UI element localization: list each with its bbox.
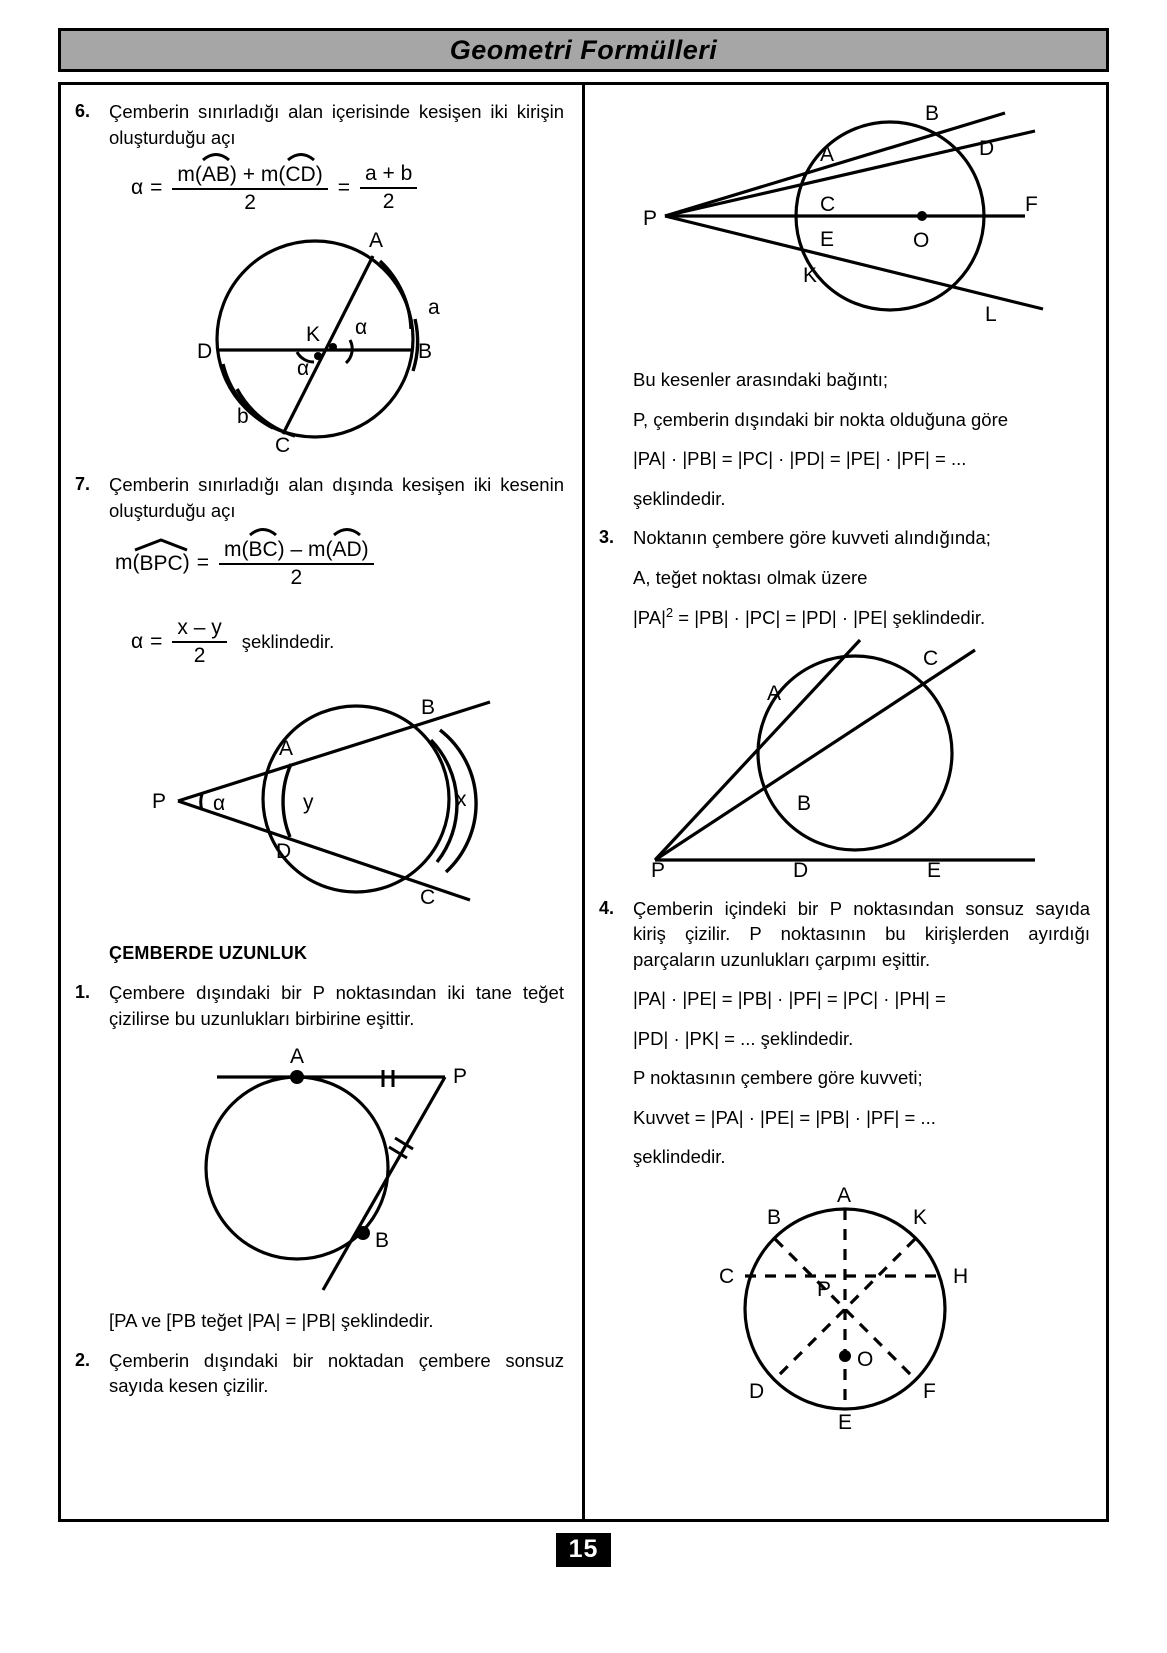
m-close: ) <box>361 538 369 562</box>
arc-BC <box>248 535 277 562</box>
label-P: P <box>642 207 657 230</box>
m-close: ) <box>182 550 190 574</box>
label-P: P <box>650 858 665 882</box>
page-header <box>58 28 1109 72</box>
page-footer <box>50 1533 1117 1567</box>
fraction-numerator: x – y <box>177 616 222 640</box>
item4-line-2: |PD| · |PK| = ... şeklindedir. <box>633 1027 854 1049</box>
item3-line2: A, teğet noktası olmak üzere <box>633 566 868 588</box>
label-H: H <box>952 1264 968 1288</box>
label-A: A <box>766 681 781 705</box>
fraction-numerator <box>219 535 374 563</box>
arc-mark-x <box>431 740 457 862</box>
formula-tail: şeklindedir. <box>241 631 335 653</box>
angle-BPC <box>140 549 183 576</box>
fraction-denominator: 2 <box>172 641 226 668</box>
label-E: E <box>819 228 834 251</box>
m-close: ) <box>315 163 323 187</box>
equals-sign: = <box>150 175 163 199</box>
item3-formula <box>633 604 1090 631</box>
label-y: y <box>302 791 313 815</box>
secant-relation-line-1: Bu kesenler arasındaki bağıntı; <box>633 369 889 390</box>
arc-icon <box>201 151 231 161</box>
right-column <box>585 85 1106 1519</box>
tangency-point-B <box>356 1226 370 1240</box>
minus-sep: ) – m( <box>277 538 333 562</box>
vertex-dot-K2 <box>314 352 322 360</box>
label-alpha-2: α <box>296 357 309 381</box>
page-number: 15 <box>556 1533 612 1567</box>
circle-shape <box>263 706 449 892</box>
label-A: A <box>278 737 293 761</box>
item4-line-1: |PA| · |PE| = |PB| · |PF| = |PC| · |PH| = <box>633 988 946 1010</box>
arc-label: AD <box>332 538 362 562</box>
arc-label: BC <box>248 538 278 562</box>
label-B: B <box>374 1229 389 1253</box>
item-number: 7. <box>75 474 91 495</box>
exponent-2: 2 <box>665 605 674 621</box>
label-b: b <box>236 405 249 429</box>
label-K: K <box>912 1205 927 1229</box>
equals-sign: = <box>196 550 209 574</box>
m-open: m( <box>115 550 140 574</box>
list-item-4 <box>599 896 1090 973</box>
arc-icon <box>286 151 316 161</box>
item-number: 6. <box>75 101 91 121</box>
fraction-arcs <box>172 160 327 215</box>
fraction-numerator <box>172 160 327 188</box>
figure-tangent-secant <box>599 645 1090 880</box>
left-column <box>61 85 582 1519</box>
arc-label: AB <box>201 163 230 187</box>
tangent-secant-svg <box>645 645 1045 880</box>
arc-label: CD <box>285 163 316 187</box>
figure-interior-chords <box>599 1184 1090 1434</box>
plus-sep: ) + m( <box>229 163 286 187</box>
fraction-denominator: 2 <box>172 188 327 215</box>
two-secants-svg <box>140 682 500 917</box>
secant-relation-line-2: P, çemberin dışındaki bir nokta olduğuna göre <box>633 408 1009 430</box>
alpha-symbol: α <box>131 175 144 199</box>
label-O: O <box>912 229 929 252</box>
label-B: B <box>766 1205 781 1229</box>
fraction-ab <box>360 162 417 214</box>
label-A: A <box>368 229 383 253</box>
secant-PKL <box>665 216 1043 309</box>
label-P: P <box>452 1065 467 1089</box>
label-D: D <box>748 1379 764 1403</box>
list-item-3 <box>599 525 1090 551</box>
formula-item7 <box>115 535 564 590</box>
interior-chords-svg <box>705 1184 985 1434</box>
item-number: 3. <box>599 527 615 548</box>
label-C: C <box>718 1264 734 1288</box>
fraction-denominator: 2 <box>219 563 374 590</box>
page-title: Geometri Formülleri <box>449 34 718 65</box>
many-secants-svg <box>635 99 1055 339</box>
arc-CD <box>285 160 315 187</box>
formula-item6 <box>131 160 564 215</box>
m-open: m( <box>223 538 249 562</box>
angle-arc-alpha <box>200 794 201 810</box>
item1-caption: [PA ve [PB teğet |PA| = |PB| şeklindedir. <box>109 1310 434 1332</box>
chord-AC <box>283 256 373 434</box>
arc-icon <box>248 526 278 536</box>
label-P: P <box>151 790 166 814</box>
list-item-7 <box>75 472 564 523</box>
item4-line-3: P noktasının çembere göre kuvveti; <box>633 1067 923 1089</box>
item-text: Çembere dışındaki bir P noktasından iki tane teğet çizilirse bu uzunlukları birbirine eşittir. <box>109 982 564 1029</box>
vertex-dot-K <box>329 343 337 351</box>
list-item-2 <box>75 1348 564 1399</box>
label-E: E <box>837 1410 852 1434</box>
equals-sign: = <box>150 630 163 654</box>
label-D: D <box>275 840 291 864</box>
label-B: B <box>420 696 435 720</box>
center-point-O <box>917 211 927 221</box>
item-text: Noktanın çembere göre kuvveti alındığında; <box>633 527 991 549</box>
label-L: L <box>984 303 997 326</box>
label-D: D <box>196 340 212 364</box>
figure-intersecting-chords <box>75 219 564 458</box>
m-open: m( <box>177 163 202 187</box>
label-x: x <box>455 788 466 812</box>
angle-hat-icon <box>133 539 189 551</box>
label-A: A <box>836 1183 851 1207</box>
list-item-6 <box>75 99 564 150</box>
formula-rest: = |PB| · |PC| = |PD| · |PE| şeklindedir. <box>678 607 986 629</box>
label-B: B <box>796 791 811 815</box>
label-K: K <box>305 323 320 347</box>
fraction-denominator: 2 <box>360 187 417 214</box>
item4-line-4: Kuvvet = |PA| · |PE| = |PB| · |PF| = ... <box>633 1106 936 1128</box>
intersecting-chords-svg <box>175 219 465 458</box>
tangency-point-A <box>290 1070 304 1084</box>
item-text: Çemberin dışındaki bir noktadan çembere sonsuz sayıda kesen çizilir. <box>109 1349 564 1397</box>
label-D: D <box>792 858 808 882</box>
arc-AB <box>202 160 230 187</box>
fraction-numerator: a + b <box>364 161 413 185</box>
two-tangents-svg <box>155 1041 485 1296</box>
item-text: Çemberin sınırladığı alan dışında kesişen iki kesenin oluşturduğu açı <box>109 474 564 521</box>
figure-many-secants <box>599 99 1090 339</box>
angle-label: BPC <box>139 552 183 576</box>
fraction-xy <box>172 616 226 668</box>
label-P: P <box>816 1277 831 1301</box>
label-alpha-1: α <box>354 316 367 340</box>
secant-relation-line-3: |PA| · |PB| = |PC| · |PD| = |PE| · |PF| = ... <box>633 448 967 470</box>
item-number: 4. <box>599 897 615 918</box>
label-C: C <box>419 886 435 910</box>
pa-term: |PA| <box>633 607 666 629</box>
tangent-PA <box>655 640 860 860</box>
arc-mark-y <box>283 764 291 837</box>
label-C: C <box>819 193 835 216</box>
label-B: B <box>924 102 939 125</box>
secant-PBC <box>655 650 975 860</box>
figure-two-secants <box>75 682 564 917</box>
label-B: B <box>417 340 432 364</box>
label-C: C <box>922 646 938 670</box>
tangent-PB <box>323 1077 445 1290</box>
label-O: O <box>856 1347 873 1371</box>
label-D: D <box>978 137 994 160</box>
label-alpha: α <box>212 792 225 816</box>
label-F: F <box>922 1379 936 1403</box>
alpha-symbol: α <box>131 630 144 654</box>
item-text: Çemberin sınırladığı alan içerisinde kesişen iki kirişin oluşturduğu açı <box>109 101 564 148</box>
fraction-arcs <box>219 535 374 590</box>
item4-line-5: şeklindedir. <box>633 1146 726 1168</box>
content-frame <box>58 82 1109 1522</box>
center-point-O <box>839 1350 851 1362</box>
label-F: F <box>1024 193 1038 216</box>
list-item-1 <box>75 980 564 1031</box>
label-A: A <box>289 1045 304 1069</box>
item-text: Çemberin içindeki bir P noktasından sonsuz sayıda kiriş çizilir. P noktasının bu kirişlerden ayırdığı parçaların uzunlukları çarpımı eşittir. <box>633 897 1090 970</box>
label-E: E <box>926 858 941 882</box>
equals-sign-2: = <box>337 175 350 199</box>
item-number: 1. <box>75 982 91 1003</box>
formula-item7-alpha <box>131 616 564 668</box>
arc-AD <box>332 535 361 562</box>
arc-icon <box>332 526 362 536</box>
figure-two-tangents <box>75 1041 564 1296</box>
item-number: 2. <box>75 1349 91 1370</box>
label-A: A <box>819 143 834 166</box>
label-a: a <box>427 296 440 320</box>
secant-relation-line-4: şeklindedir. <box>633 487 726 509</box>
secant-PAB <box>178 702 490 801</box>
label-K: K <box>802 264 817 287</box>
label-C: C <box>274 434 290 458</box>
section-heading-uzunluk: ÇEMBERDE UZUNLUK <box>109 943 308 964</box>
